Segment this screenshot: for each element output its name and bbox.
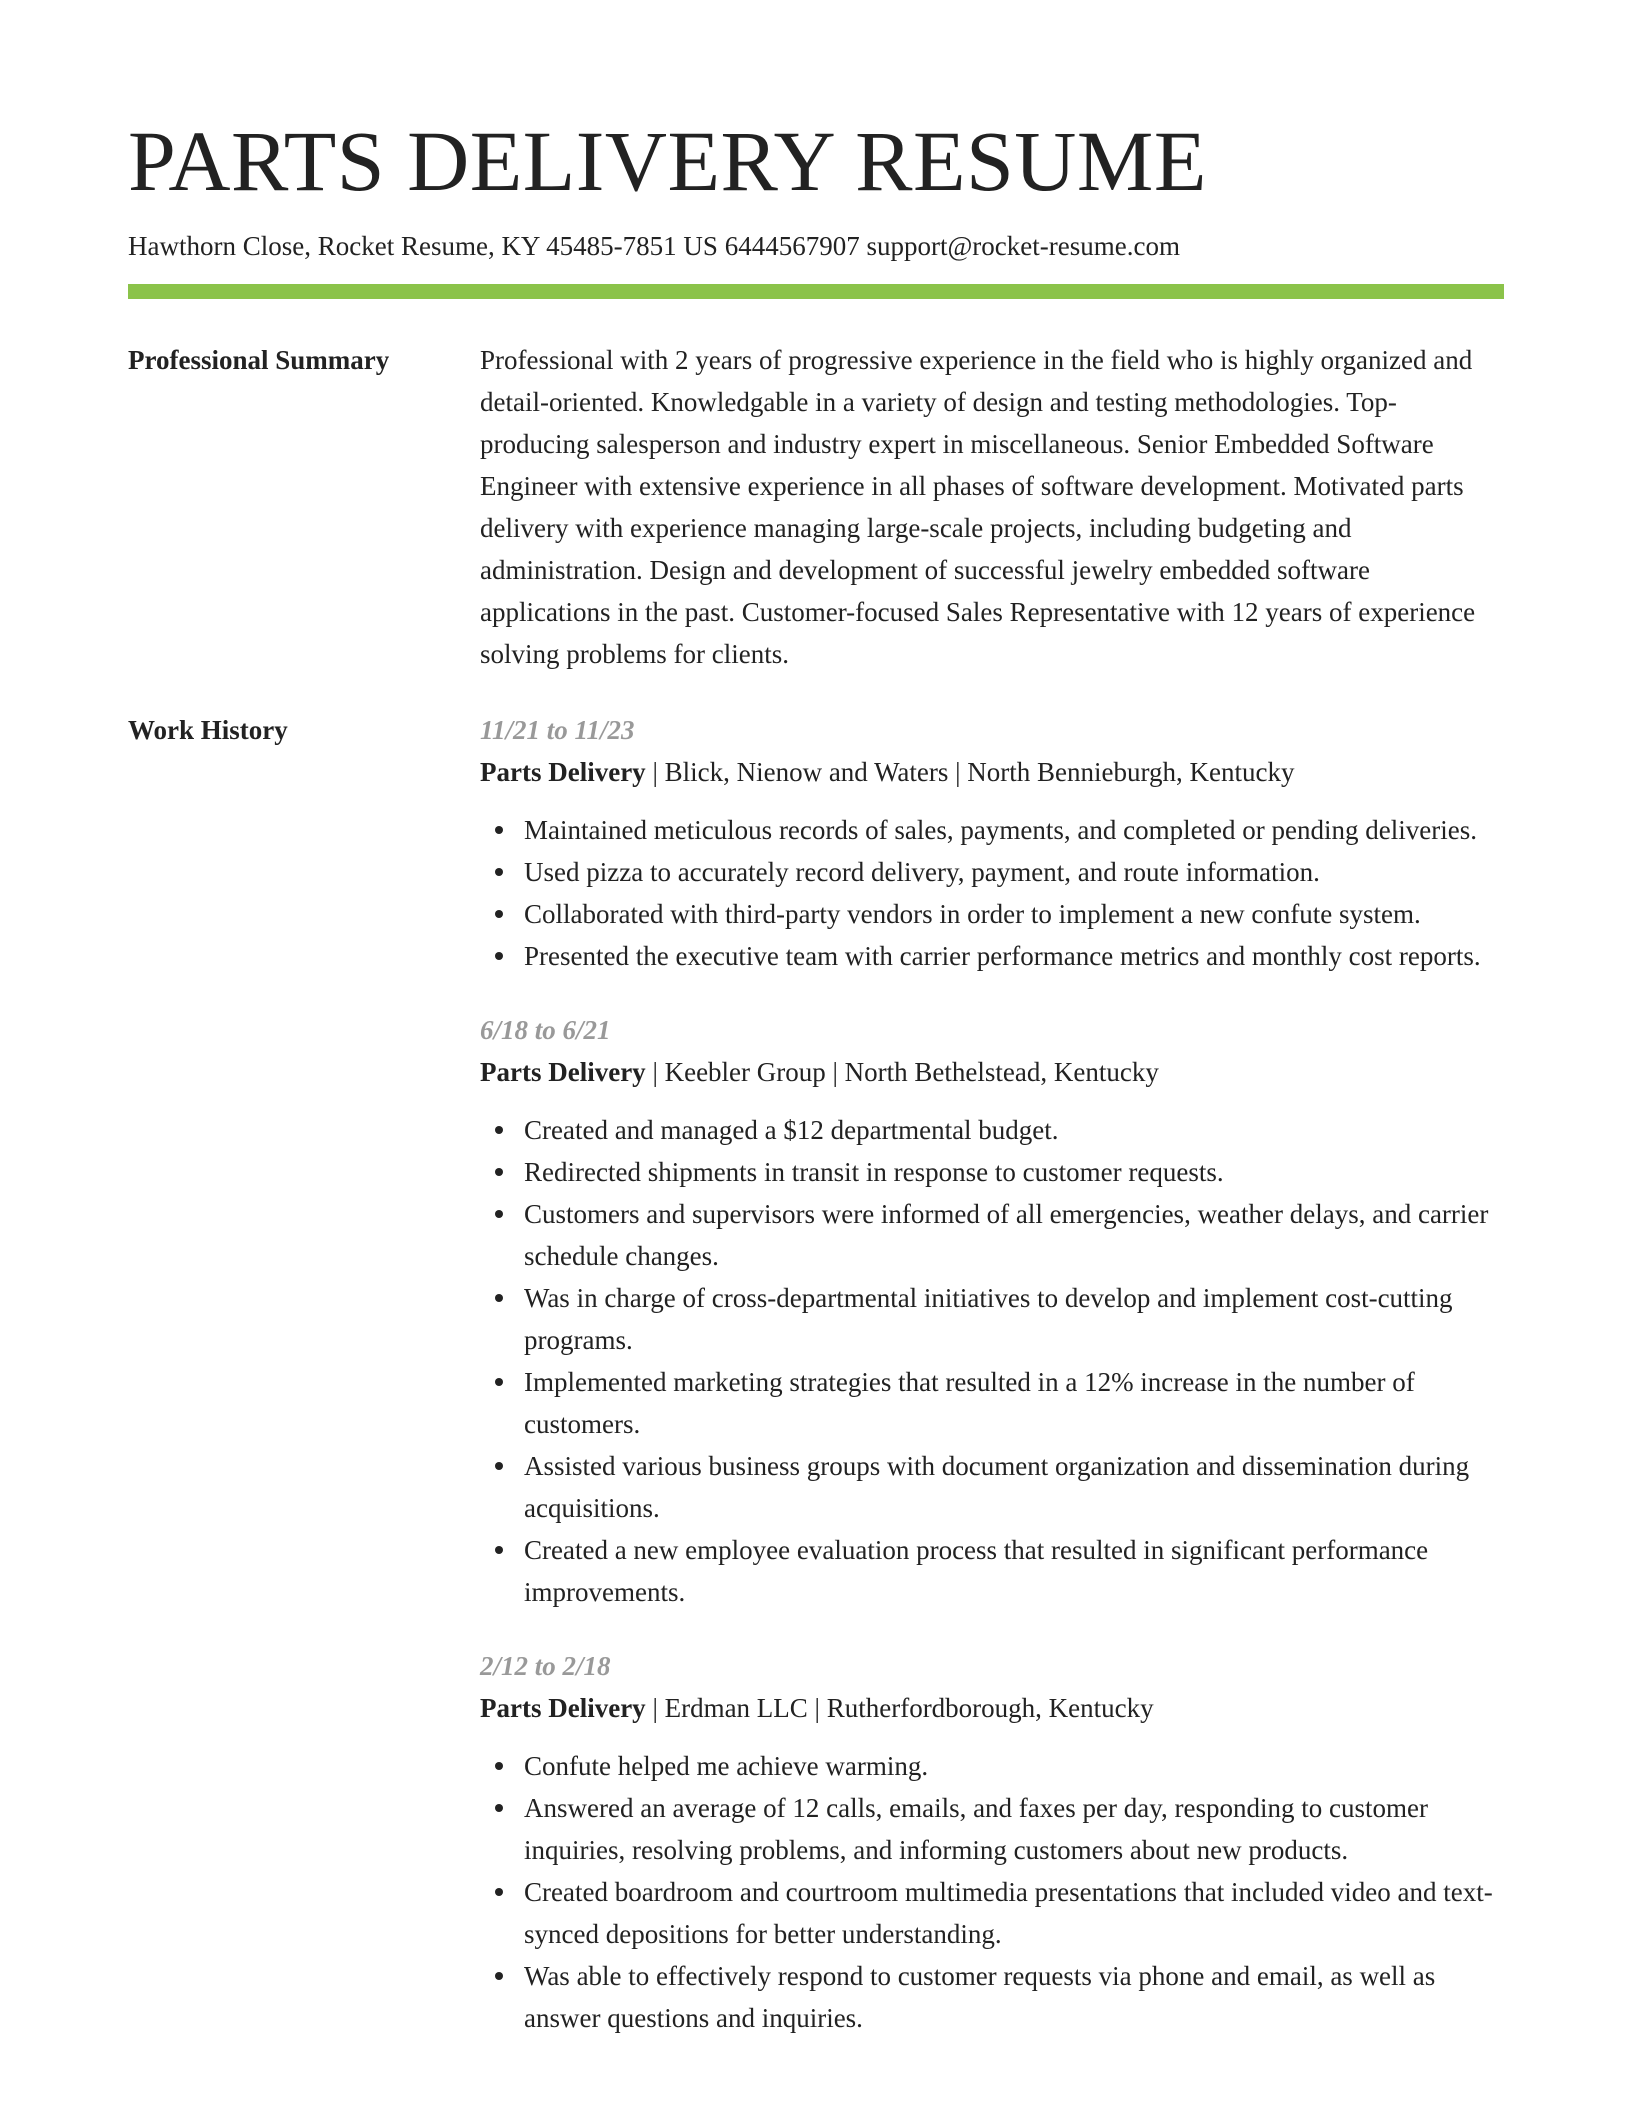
job-bullet: Presented the executive team with carrier performance metrics and monthly cost reports. bbox=[524, 935, 1504, 977]
job-title: Parts Delivery bbox=[480, 1057, 646, 1088]
job-entry bbox=[480, 1645, 1504, 2039]
contact-line: Hawthorn Close, Rocket Resume, KY 45485-7851 US 6444567907 support@rocket-resume.com bbox=[128, 231, 1180, 261]
job-header bbox=[480, 1051, 1504, 1093]
job-header bbox=[480, 1687, 1504, 1729]
job-bullet-list bbox=[480, 1745, 1504, 2039]
job-bullet: Implemented marketing strategies that resulted in a 12% increase in the number of customers. bbox=[524, 1361, 1504, 1445]
job-bullet: Confute helped me achieve warming. bbox=[524, 1745, 1504, 1787]
job-bullet: Collaborated with third-party vendors in order to implement a new confute system. bbox=[524, 893, 1504, 935]
job-bullet: Used pizza to accurately record delivery, payment, and route information. bbox=[524, 851, 1504, 893]
job-header bbox=[480, 751, 1504, 793]
resume-title: PARTS DELIVERY RESUME bbox=[128, 113, 1207, 209]
job-bullet: Was able to effectively respond to customer requests via phone and email, as well as answer questions and inquiries. bbox=[524, 1955, 1504, 2039]
job-dates: 2/12 to 2/18 bbox=[480, 1651, 611, 1682]
job-details: | Keebler Group | North Bethelstead, Kentucky bbox=[645, 1057, 1159, 1088]
job-title: Parts Delivery bbox=[480, 1693, 646, 1724]
job-bullet: Was in charge of cross-departmental initiatives to develop and implement cost-cutting programs. bbox=[524, 1277, 1504, 1361]
job-bullet: Created a new employee evaluation process that resulted in significant performance improvements. bbox=[524, 1529, 1504, 1613]
job-bullet: Created and managed a $12 departmental budget. bbox=[524, 1109, 1504, 1151]
job-dates: 11/21 to 11/23 bbox=[480, 715, 635, 746]
resume-page bbox=[128, 0, 1504, 2071]
job-bullet: Assisted various business groups with document organization and dissemination during acquisitions. bbox=[524, 1445, 1504, 1529]
section-label-summary: Professional Summary bbox=[128, 345, 390, 376]
job-dates: 6/18 to 6/21 bbox=[480, 1015, 611, 1046]
job-title: Parts Delivery bbox=[480, 757, 646, 788]
job-details: | Erdman LLC | Rutherfordborough, Kentucky bbox=[645, 1693, 1154, 1724]
job-details: | Blick, Nienow and Waters | North Bennieburgh, Kentucky bbox=[645, 757, 1295, 788]
section-label-work-history: Work History bbox=[128, 715, 288, 746]
job-bullet: Customers and supervisors were informed of all emergencies, weather delays, and carrier schedule changes. bbox=[524, 1193, 1504, 1277]
summary-text: Professional with 2 years of progressive experience in the field who is highly organized and detail-oriented. Knowledgable in a variety of design and testing methodologies. Top-producing salesperson and industry expert in miscellaneous. Senior Embedded Software Engineer with extensive experience in all phases of software development. Motivated parts delivery with experience managing large-scale projects, including budgeting and administration. Design and development of successful jewelry embedded software applications in the past. Customer-focused Sales Representative with 12 years of experience solving problems for clients. bbox=[480, 345, 1476, 670]
work-history-body bbox=[480, 709, 1504, 2071]
work-history-section bbox=[128, 709, 1504, 2071]
professional-summary-section bbox=[128, 339, 1504, 675]
job-bullet: Answered an average of 12 calls, emails, and faxes per day, responding to customer inquiries, resolving problems, and informing customers about new products. bbox=[524, 1787, 1504, 1871]
job-bullet: Redirected shipments in transit in response to customer requests. bbox=[524, 1151, 1504, 1193]
job-bullet: Maintained meticulous records of sales, payments, and completed or pending deliveries. bbox=[524, 809, 1504, 851]
summary-body bbox=[480, 339, 1504, 675]
accent-divider bbox=[128, 284, 1504, 299]
job-entry bbox=[480, 1009, 1504, 1613]
job-entry bbox=[480, 709, 1504, 977]
job-bullet: Created boardroom and courtroom multimedia presentations that included video and text-synced depositions for better understanding. bbox=[524, 1871, 1504, 1955]
job-bullet-list bbox=[480, 1109, 1504, 1613]
job-bullet-list bbox=[480, 809, 1504, 977]
